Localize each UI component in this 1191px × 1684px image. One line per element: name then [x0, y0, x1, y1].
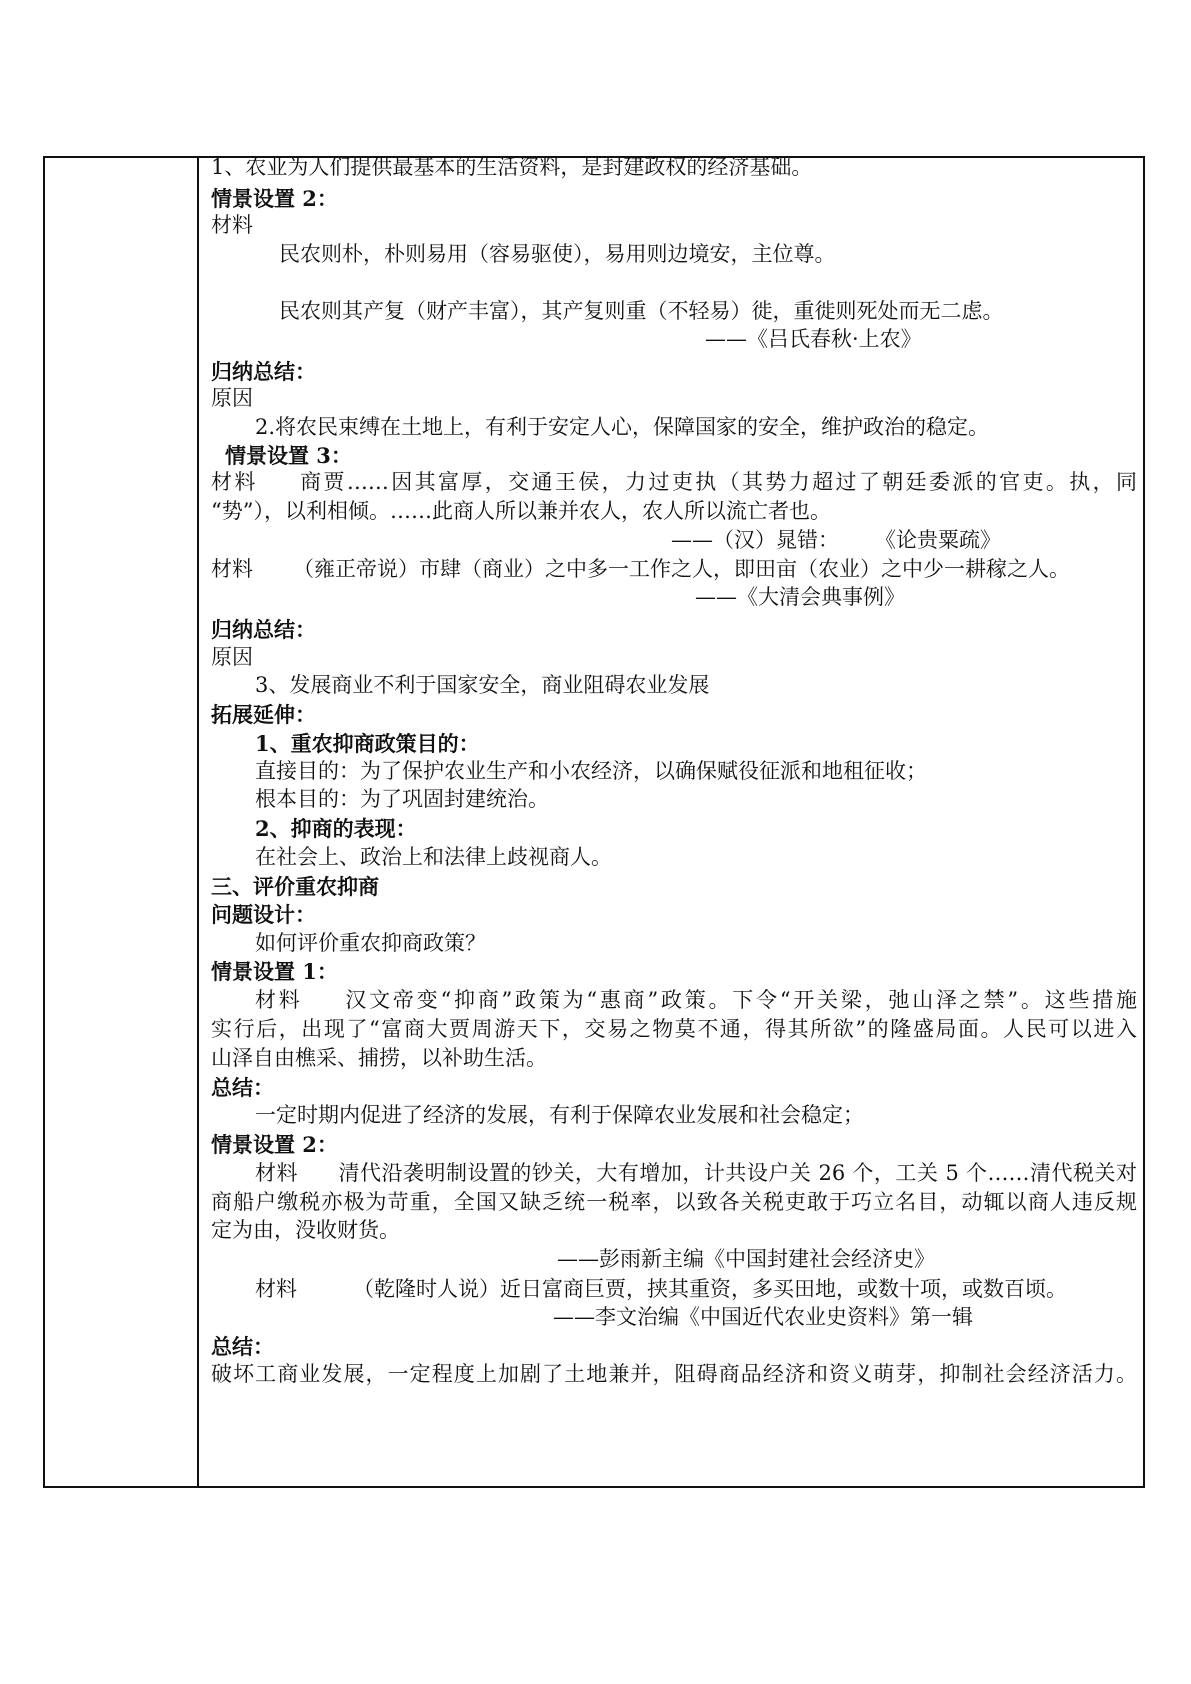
subheading: 2、抑商的表现：	[255, 816, 417, 841]
text-line: 根本目的：为了巩固封建统治。	[255, 787, 549, 811]
text-line: 商船户缴税亦极为苛重，全国又缺乏统一税率，以致各关税吏敢于巧立名目，动辄以商人违反规	[211, 1190, 1137, 1214]
section-heading: 情景设置 1：	[211, 959, 338, 984]
section-heading: 情景设置 2：	[211, 1132, 338, 1157]
lesson-table	[43, 156, 1145, 1488]
text-line: 在社会上、政治上和法律上歧视商人。	[255, 845, 612, 869]
source-title: 《论贵粟疏》	[875, 528, 1001, 552]
material-text: （乾隆时人说）近日富商巨贾，挟其重资，多买田地，或数十项，或数百顷。	[353, 1277, 1067, 1301]
source-author: ——（汉）晁错：	[671, 528, 839, 552]
material-label: 材料	[211, 470, 258, 494]
material-line	[255, 1158, 1137, 1189]
text-line: 山泽自由樵采、捕捞，以补助生活。	[211, 1046, 547, 1070]
material-label: 材料	[255, 1161, 298, 1185]
material-label: 材料	[255, 988, 303, 1012]
quote-line: 民农则朴，朴则易用（容易驱使），易用则边境安，主位尊。	[279, 242, 836, 266]
text-line: 如何评价重农抑商政策？	[255, 931, 486, 955]
column-divider	[197, 158, 199, 1486]
quote-line: 民农则其产复（财产丰富），其产复则重（不轻易）徙，重徙则死处而无二虑。	[279, 299, 1004, 323]
material-label: 材料	[255, 1277, 297, 1301]
text-line: 原因	[211, 645, 253, 669]
text-line: 实行后，出现了“富商大贾周游天下，交易之物莫不通，得其所欲”的隆盛局面。人民可以进入	[211, 1017, 1137, 1041]
section-heading: 拓展延伸：	[211, 702, 316, 727]
source-citation: ——李文治编《中国近代农业史资料》第一辑	[553, 1305, 973, 1329]
material-text: （雍正帝说）市肆（商业）之中多一工作之人，即田亩（农业）之中少一耕稼之人。	[293, 557, 1070, 581]
text-line: 1、农业为人们提供最基本的生活资料，是封建政权的经济基础。	[211, 155, 813, 179]
material-line	[211, 554, 1070, 585]
text-line: 破坏工商业发展，一定程度上加剧了土地兼并，阻碍商品经济和资义萌芽，抑制社会经济活力。	[211, 1362, 1137, 1386]
section-heading: 问题设计：	[211, 902, 316, 927]
text-line: 2.将农民束缚在土地上，有利于安定人心，保障国家的安全，维护政治的稳定。	[255, 415, 990, 439]
material-line	[255, 985, 1137, 1016]
source-citation: ——《吕氏春秋·上农》	[705, 327, 922, 351]
section-heading: 总结：	[211, 1075, 274, 1100]
material-line	[211, 467, 1137, 498]
text-line: 定为由，没收财货。	[211, 1218, 400, 1242]
section-heading: 三、评价重农抑商	[211, 874, 379, 899]
material-label: 材料	[211, 213, 253, 237]
text-line: “势”），以利相倾。……此商人所以兼并农人，农人所以流亡者也。	[211, 499, 831, 523]
text-line: 直接目的：为了保护农业生产和小农经济，以确保赋役征派和地租征收；	[255, 759, 927, 783]
text-line: 一定时期内促进了经济的发展，有利于保障农业发展和社会稳定；	[255, 1103, 864, 1127]
section-heading: 归纳总结：	[211, 617, 316, 642]
material-line	[255, 1274, 1067, 1305]
source-citation: ——彭雨新主编《中国封建社会经济史》	[557, 1247, 935, 1271]
section-heading: 情景设置 2：	[211, 186, 338, 211]
section-heading: 总结：	[211, 1334, 274, 1359]
section-heading: 归纳总结：	[211, 359, 316, 384]
material-label: 材料	[211, 557, 253, 581]
source-citation	[671, 525, 1001, 556]
material-text: 商贾……因其富厚，交通王侯，力过吏执（其势力超过了朝廷委派的官吏。执，同	[297, 470, 1138, 494]
material-text: 清代沿袭明制设置的钞关，大有增加，计共设户关 26 个，工关 5 个……清代税关对	[338, 1161, 1138, 1185]
source-citation: ——《大清会典事例》	[695, 585, 905, 609]
text-line: 原因	[211, 386, 253, 410]
material-text: 汉文帝变“抑商”政策为“惠商”政策。下令“开关梁，弛山泽之禁”。这些措施	[342, 988, 1137, 1012]
section-heading: 情景设置 3：	[225, 443, 352, 468]
text-line: 3、发展商业不利于国家安全，商业阻碍农业发展	[255, 673, 710, 697]
subheading: 1、重农抑商政策目的：	[255, 731, 480, 756]
